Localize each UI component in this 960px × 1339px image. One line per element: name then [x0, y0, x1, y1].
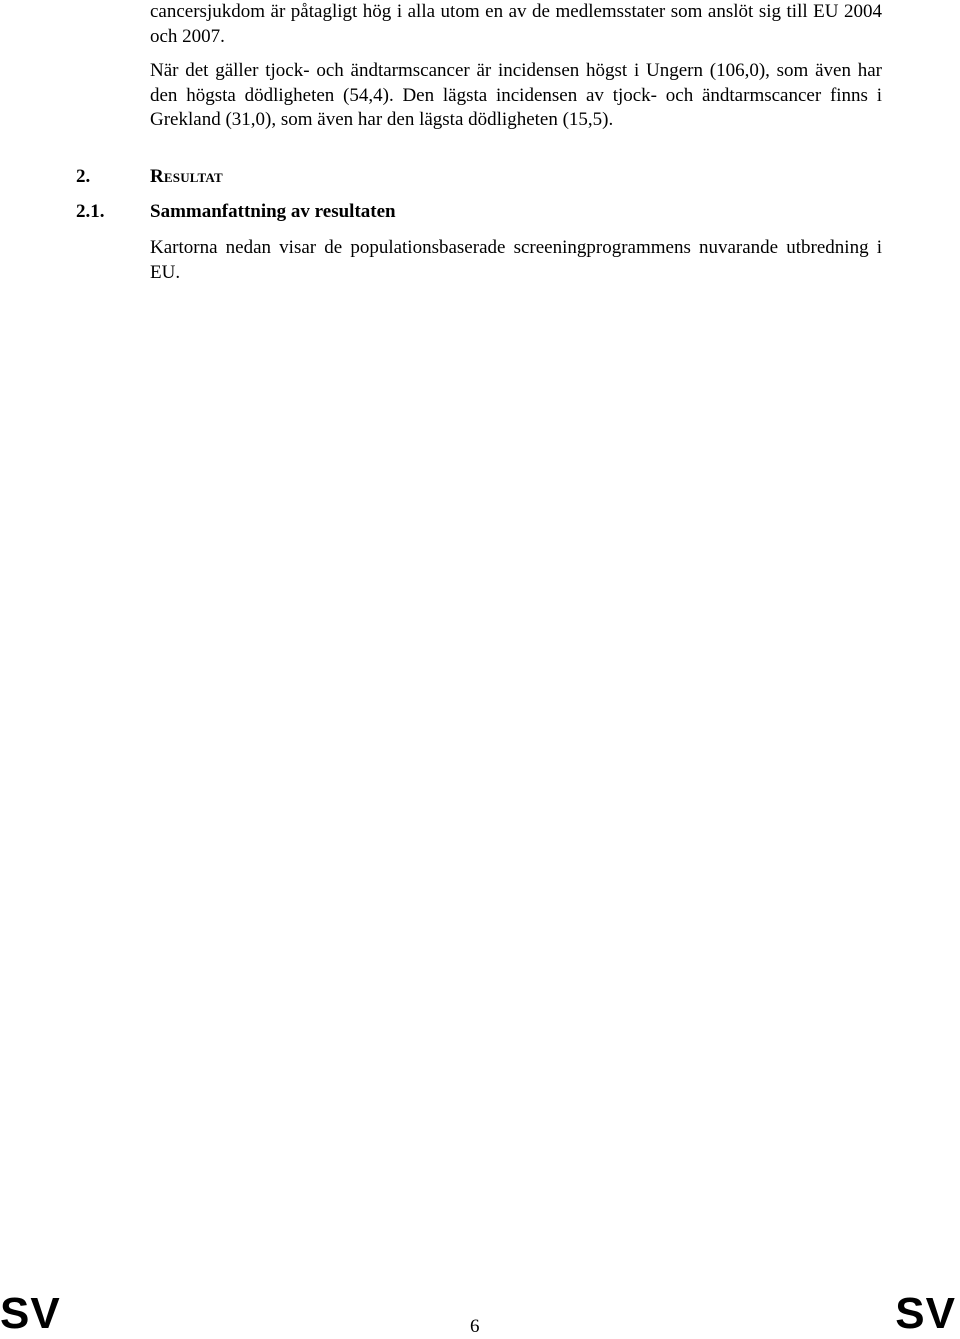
section-title: Resultat	[150, 166, 223, 187]
footer-language-code-left: SV	[0, 1289, 61, 1338]
page-number: 6	[470, 1316, 480, 1337]
paragraph-intro-continuation: cancersjukdom är påtagligt hög i alla utom en av de medlemsstater som anslöt sig till EU 2004 och 2007.	[150, 1, 882, 47]
paragraph-colorectal-cancer: När det gäller tjock- och ändtarmscancer är incidensen högst i Ungern (106,0), som även har den högsta dödligheten (54,4). Den lägsta incidensen av tjock- och ändtarmscancer finns i Grekland (31,0), som även har den lägsta dödligheten (15,5).	[150, 60, 882, 130]
subsection-title: Sammanfattning av resultaten	[150, 201, 396, 222]
footer-language-code-right: SV	[895, 1289, 956, 1338]
paragraph-maps-intro: Kartorna nedan visar de populationsbaserade screeningprogrammens nuvarande utbredning i EU.	[150, 237, 882, 283]
section-number: 2.	[76, 166, 91, 187]
subsection-number: 2.1.	[76, 201, 105, 222]
